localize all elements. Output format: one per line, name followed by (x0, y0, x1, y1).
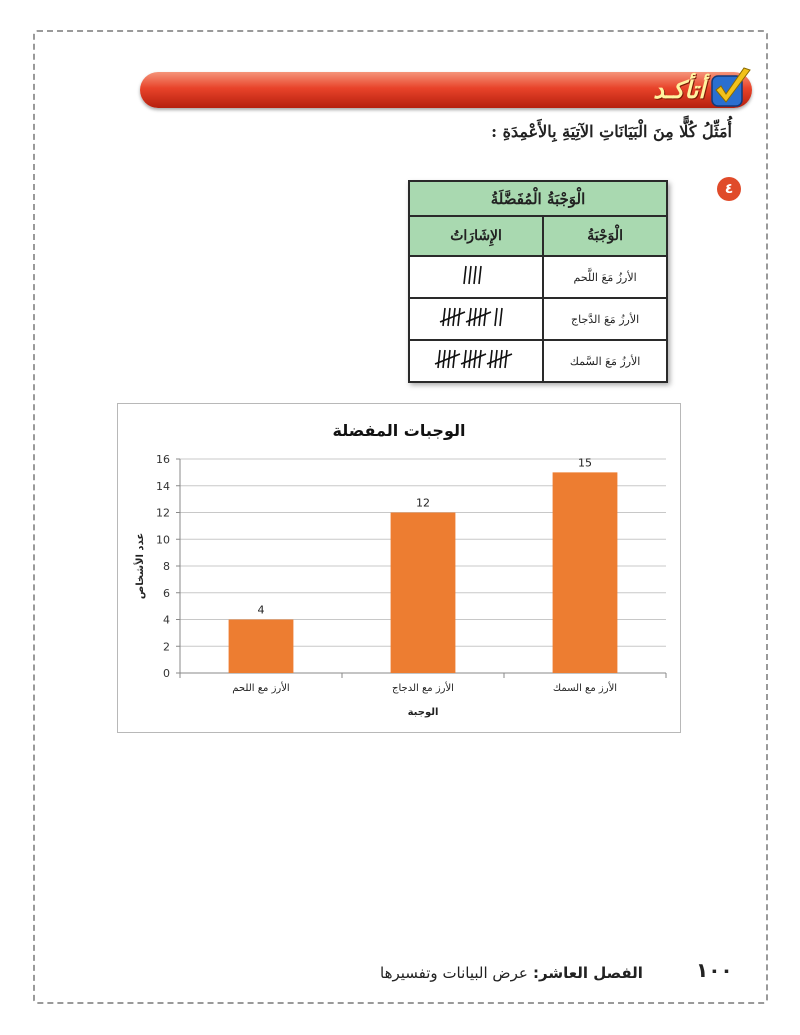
tally-marks (409, 298, 543, 340)
y-tick-label: 4 (163, 613, 170, 627)
tally-stroke (453, 350, 455, 368)
banner-title: أتأكـد (653, 75, 705, 104)
tally-table-title: الْوَجْبَةُ الْمُفَضَّلَةُ (409, 181, 667, 216)
table-row (409, 340, 667, 382)
tally-stroke (474, 266, 476, 284)
tally-stroke (500, 308, 502, 326)
tally-stroke (469, 266, 471, 284)
y-tick-label: 6 (163, 586, 170, 600)
column-header-meal: الْوَجْبَةُ (543, 216, 667, 256)
tally-stroke (443, 350, 445, 368)
tally-stroke (495, 308, 497, 326)
bar (553, 472, 618, 673)
table-row (409, 298, 667, 340)
instruction-text: أُمَثِّلُ كُلًّا مِنَ الْبَيَانَاتِ الآتِيَةِ بِالأَعْمِدَةِ : (491, 122, 732, 141)
tally-stroke (479, 266, 481, 284)
y-tick-label: 16 (156, 453, 170, 466)
category-label: الأرز مع الدجاج (392, 683, 454, 694)
tally-stroke (464, 266, 466, 284)
tally-stroke (495, 350, 497, 368)
question-number-badge: ٤ (717, 177, 741, 201)
table-row (409, 256, 667, 298)
x-axis-label: الوجبة (407, 707, 439, 718)
tally-stroke (469, 308, 471, 326)
column-header-marks: الإِشَارَاتُ (409, 216, 543, 256)
tally-marks (409, 256, 543, 298)
data-label: 12 (416, 496, 430, 510)
y-tick-label: 12 (156, 506, 170, 520)
meal-cell: الأرزُ مَعَ الدَّجاج (543, 298, 667, 340)
tally-stroke (469, 350, 471, 368)
meal-cell: الأرزُ مَعَ السَّمك (543, 340, 667, 382)
category-label: الأرز مع اللحم (232, 683, 290, 694)
tally-stroke (448, 308, 450, 326)
tally-table (408, 180, 668, 382)
chapter-title: عرض البيانات وتفسيرها (380, 964, 528, 982)
tally-stroke (458, 308, 460, 326)
y-axis-label: عدد الأشخاص (135, 532, 146, 600)
y-tick-label: 0 (163, 667, 170, 680)
y-tick-label: 10 (156, 533, 170, 547)
footer-chapter (380, 964, 643, 982)
y-tick-label: 8 (163, 560, 170, 573)
tally-stroke (479, 350, 481, 368)
data-label: 15 (578, 456, 592, 470)
tally-stroke (505, 350, 507, 368)
chart-title: الوجبات المفضلة (332, 421, 466, 440)
tally-stroke (464, 350, 466, 368)
checkmark-icon (706, 66, 754, 110)
page-number: ١٠٠ (696, 958, 733, 982)
bar (391, 513, 456, 674)
y-tick-label: 14 (156, 479, 170, 493)
bar-chart (117, 403, 681, 733)
tally-stroke (443, 308, 445, 326)
chapter-label: الفصل العاشر: (533, 964, 643, 982)
bar (229, 620, 294, 674)
data-label: 4 (257, 603, 265, 617)
y-tick-label: 2 (163, 640, 170, 654)
meal-cell: الأرزُ مَعَ اللَّحم (543, 256, 667, 298)
category-label: الأرز مع السمك (552, 683, 618, 694)
tally-marks (409, 340, 543, 382)
chart-canvas (118, 404, 680, 732)
tally-stroke (438, 350, 440, 368)
tally-stroke (484, 308, 486, 326)
tally-stroke (474, 308, 476, 326)
tally-stroke (490, 350, 492, 368)
